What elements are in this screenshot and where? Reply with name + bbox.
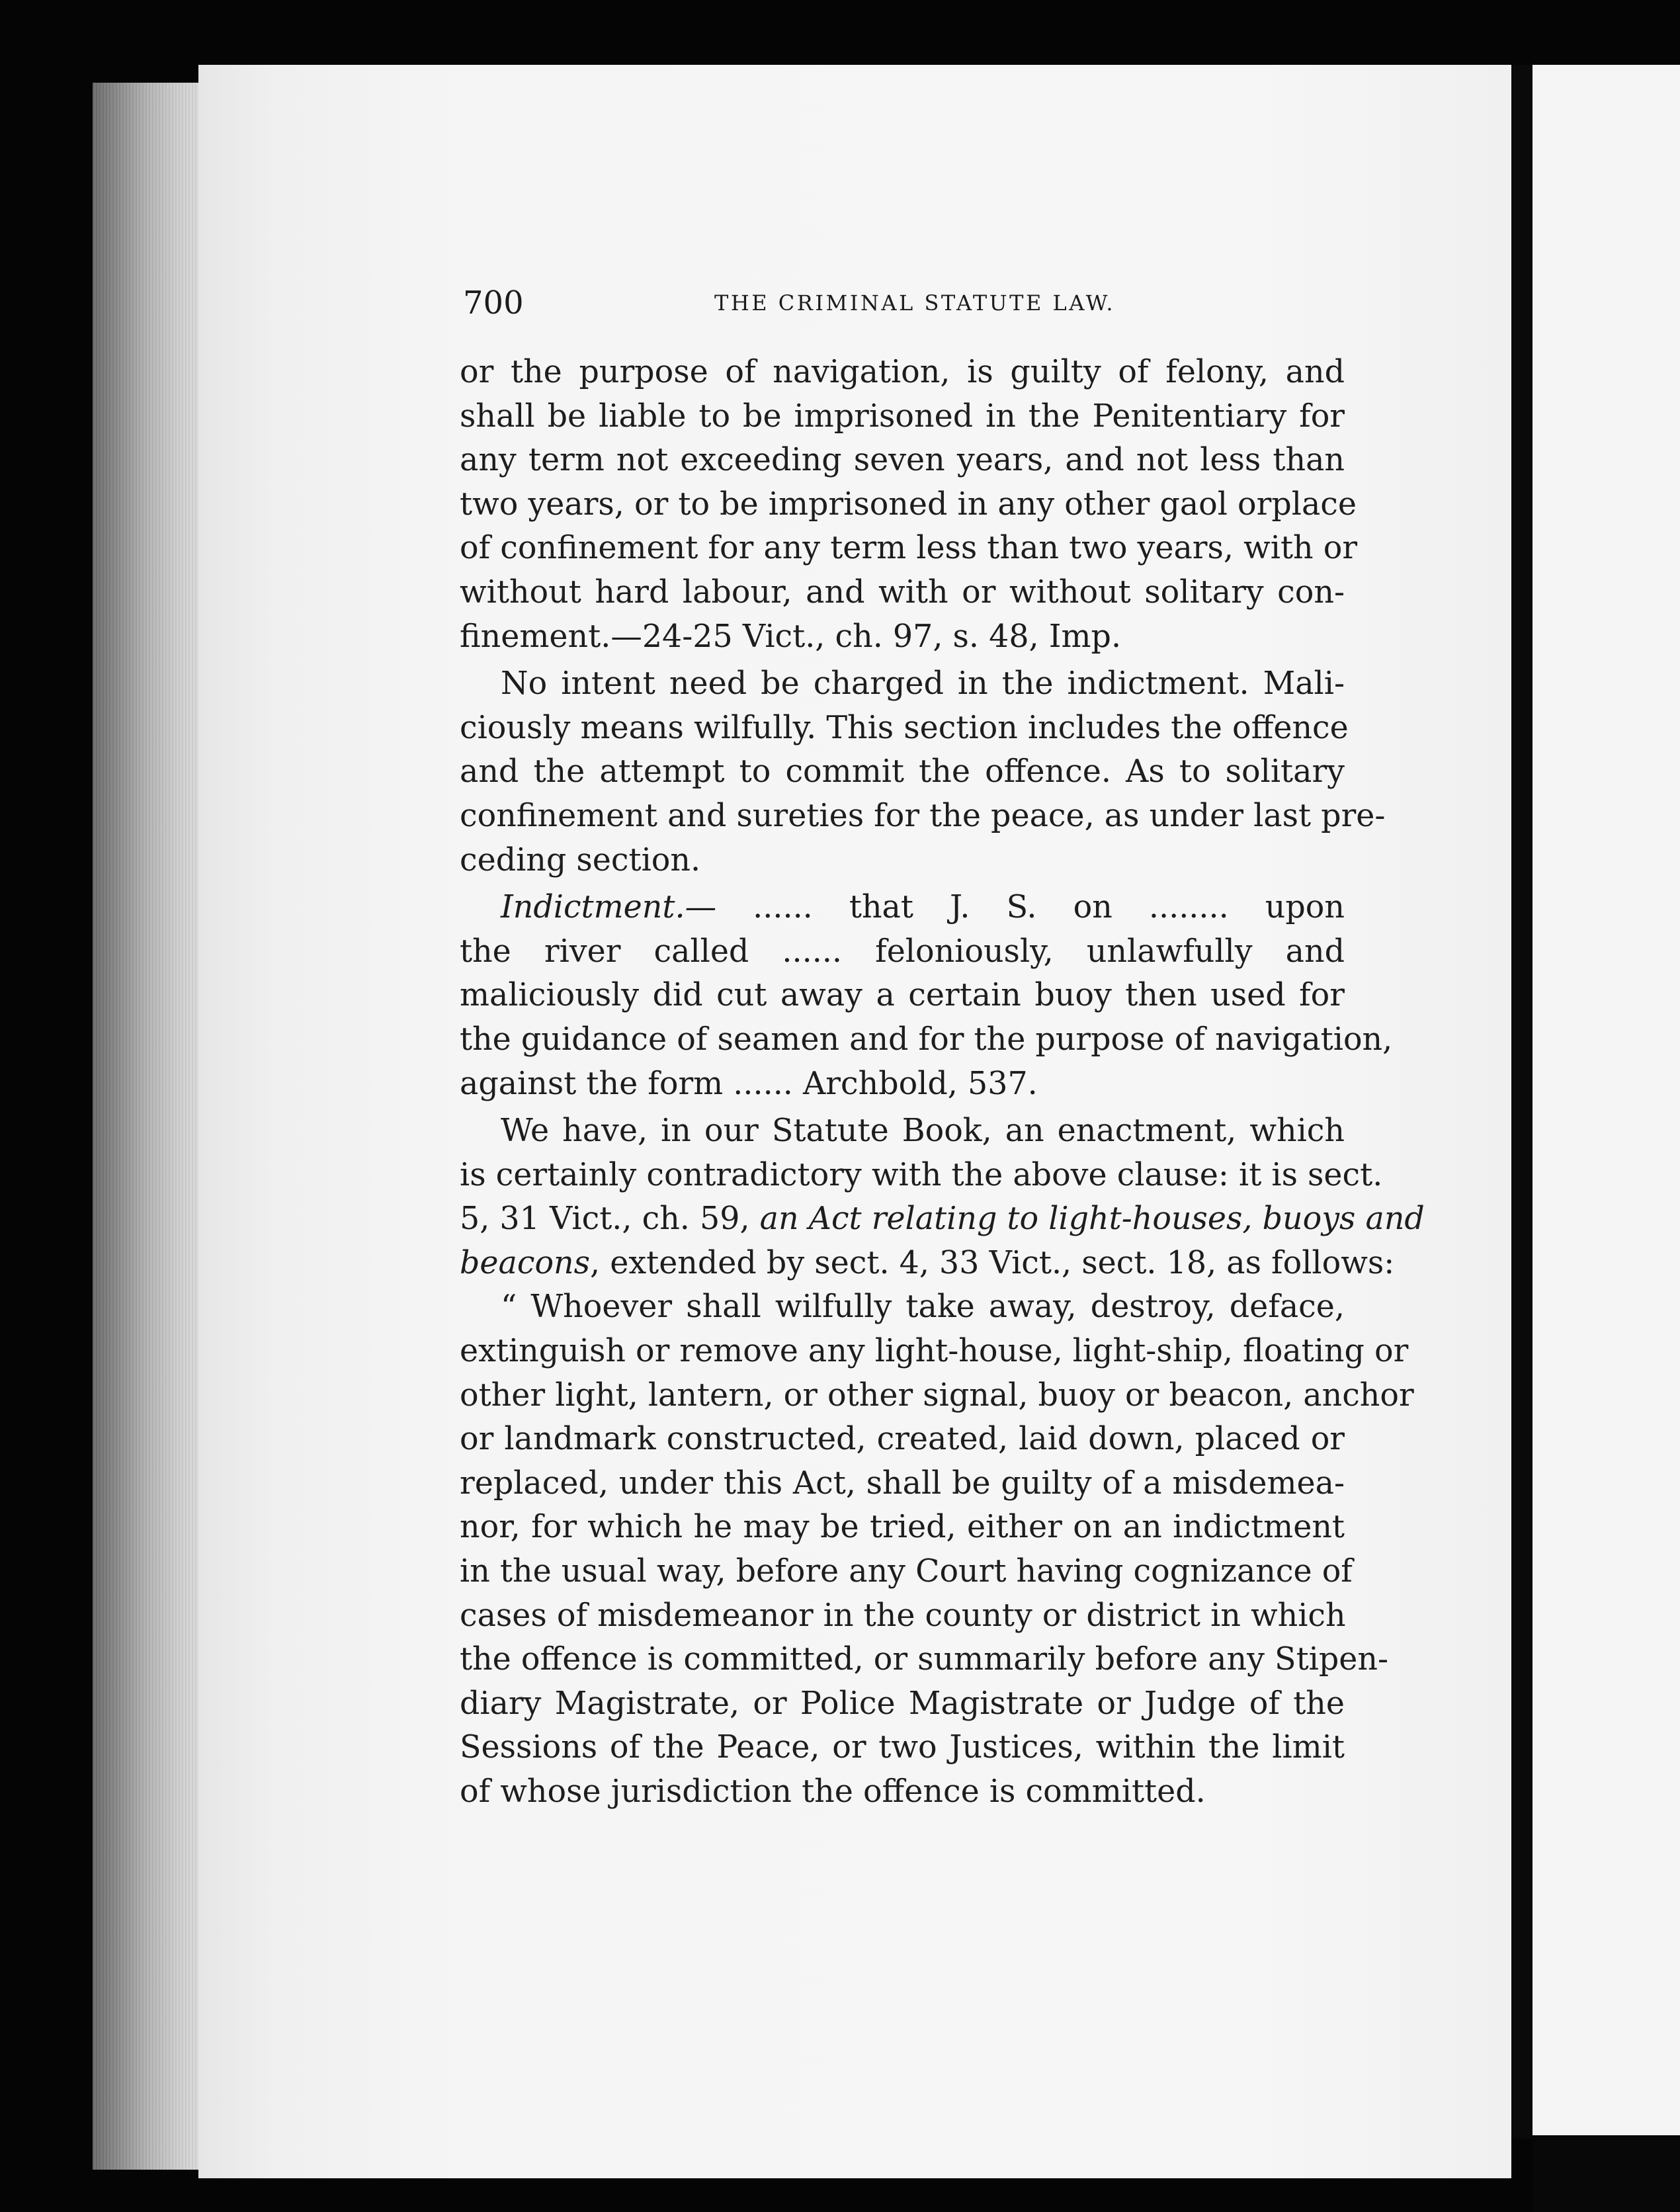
text-line: and the attempt to commit the offence. As to solitary bbox=[460, 753, 1345, 790]
text-line: maliciously did cut away a certain buoy then used for bbox=[460, 977, 1345, 1014]
text-line: replaced, under this Act, shall be guilty of a misdemea- bbox=[460, 1465, 1345, 1502]
text-line: diary Magistrate, or Police Magistrate or Judge of the bbox=[460, 1685, 1345, 1722]
facing-page-edge bbox=[1533, 65, 1680, 2191]
running-head-title: THE CRIMINAL STATUTE LAW. bbox=[714, 290, 1116, 316]
page-number: 700 bbox=[463, 284, 524, 321]
text-run: ...... that J. S. on ........ upon bbox=[716, 889, 1345, 926]
body-text bbox=[460, 351, 1425, 1814]
text-line: other light, lantern, or other signal, buoy or beacon, anchor bbox=[460, 1377, 1414, 1414]
text-line: the guidance of seamen and for the purpose of navigation, bbox=[460, 1021, 1393, 1058]
frame-corner bbox=[1533, 2135, 1680, 2212]
text-line: extinguish or remove any light-house, light-ship, floating or bbox=[460, 1333, 1409, 1370]
text-line: is certainly contradictory with the above clause: it is sect. bbox=[460, 1156, 1383, 1193]
book-gutter bbox=[1511, 65, 1533, 2139]
text-line bbox=[460, 886, 1345, 930]
text-line: without hard labour, and with or without solitary con- bbox=[460, 574, 1345, 611]
text-line: of confinement for any term less than two years, with or bbox=[460, 530, 1358, 567]
text-line: No intent need be charged in the indictment. Mali- bbox=[501, 665, 1345, 702]
text-line: nor, for which he may be tried, either on an indictment bbox=[460, 1509, 1345, 1546]
text-line: against the form ...... Archbold, 537. bbox=[460, 1065, 1038, 1102]
text-line: We have, in our Statute Book, an enactment, which bbox=[501, 1113, 1345, 1150]
text-run: 5, 31 Vict., ch. 59, bbox=[460, 1201, 760, 1238]
act-title: an Act relating to light-houses, buoys and bbox=[759, 1201, 1425, 1238]
text-line bbox=[460, 1242, 1395, 1286]
text-line: of whose jurisdiction the offence is committed. bbox=[460, 1773, 1206, 1810]
text-line: ceding section. bbox=[460, 841, 701, 878]
text-line bbox=[460, 1197, 1425, 1242]
text-line: in the usual way, before any Court having cognizance of bbox=[460, 1553, 1353, 1590]
text-run: , extended by sect. 4, 33 Vict., sect. 18, as follows: bbox=[590, 1244, 1395, 1281]
act-title-end: beacons bbox=[460, 1244, 591, 1281]
text-line: two years, or to be imprisoned in any other gaol orplace bbox=[460, 486, 1357, 523]
text-line: the river called ...... feloniously, unlawfully and bbox=[460, 933, 1345, 970]
text-line: cases of misdemeanor in the county or district in which bbox=[460, 1597, 1346, 1634]
text-line: shall be liable to be imprisoned in the Penitentiary for bbox=[460, 398, 1345, 435]
indictment-heading: Indictment.— bbox=[501, 889, 717, 926]
text-line: or landmark constructed, created, laid down, placed or bbox=[460, 1421, 1345, 1458]
text-line: the offence is committed, or summarily before any Stipen- bbox=[460, 1641, 1389, 1678]
text-line: ciously means wilfully. This section includes the offence bbox=[460, 709, 1349, 746]
text-line: confinement and sureties for the peace, as under last pre- bbox=[460, 797, 1386, 834]
text-line: any term not exceeding seven years, and not less than bbox=[460, 442, 1345, 479]
running-head bbox=[463, 283, 1343, 323]
text-line: Sessions of the Peace, or two Justices, within the limit bbox=[460, 1729, 1345, 1766]
text-line: “ Whoever shall wilfully take away, destroy, deface, bbox=[501, 1289, 1345, 1326]
text-line: or the purpose of navigation, is guilty of felony, and bbox=[460, 354, 1345, 390]
text-line: finement.—24-25 Vict., ch. 97, s. 48, Imp. bbox=[460, 618, 1122, 655]
